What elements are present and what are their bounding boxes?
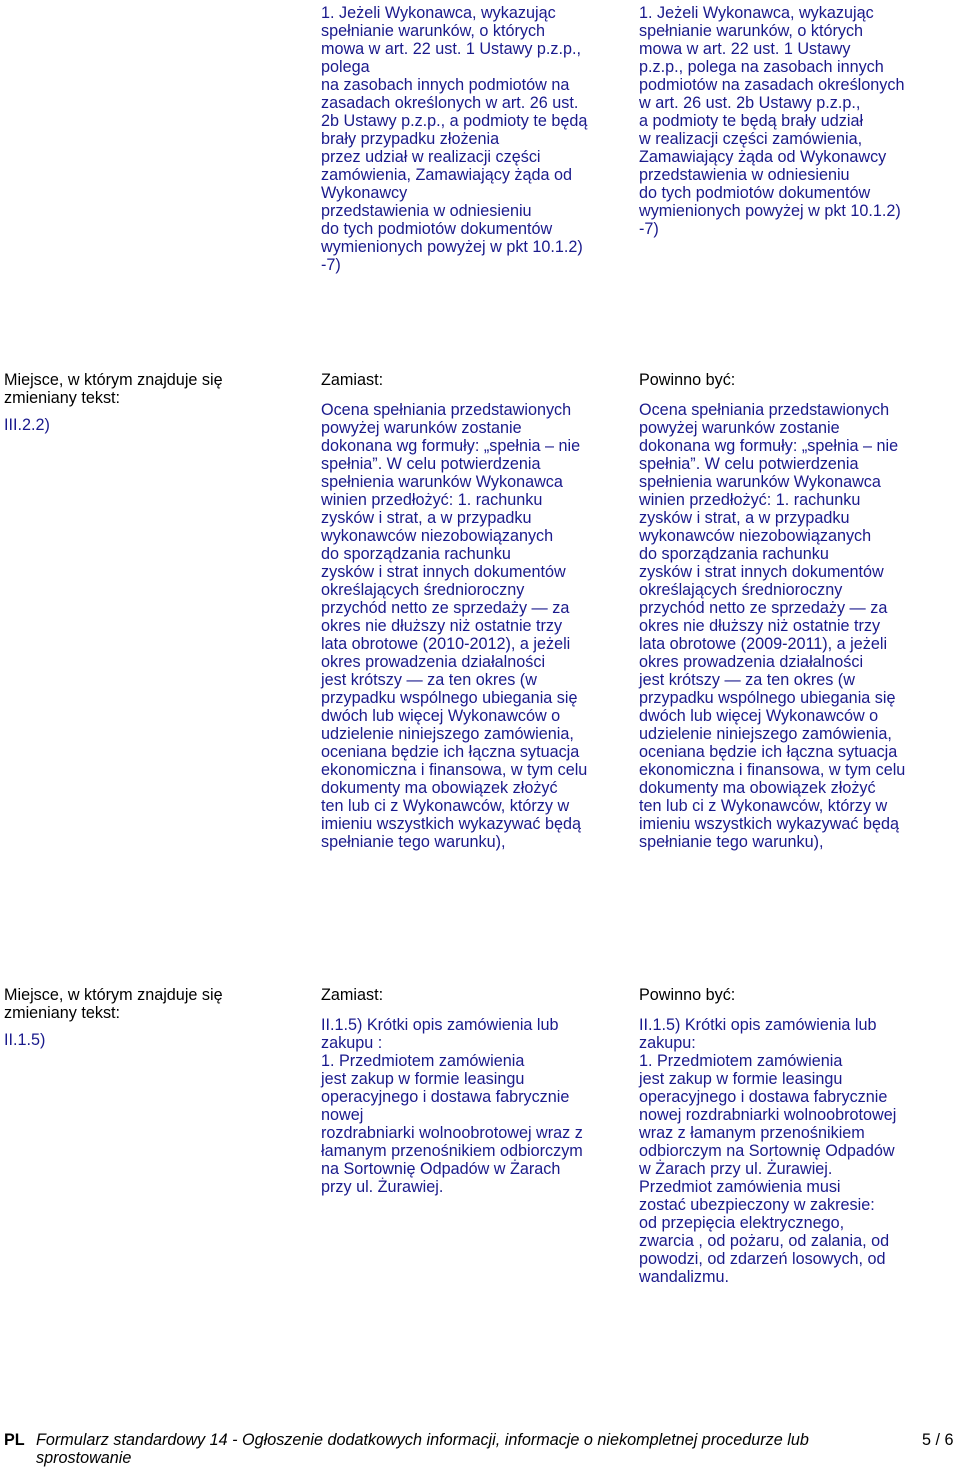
footer-form-title: Formularz standardowy 14 - Ogłoszenie dodatkowych informacji, informacje o niekompletnej procedurze lub sprostowanie: [36, 1431, 809, 1467]
top-powinno-text: 1. Jeżeli Wykonawca, wykazując spełnianie warunków, o których mowa w art. 22 ust. 1 Ustawy p.z.p., polega na zasobach innych podmiotów na zasadach określonych w art. 26 ust. 2b Ustawy p.z.p., a podmioty te będą brały udział w realizacji części zamówienia, Zamawiający żąda od Wykonawcy przedstawienia w odniesieniu do tych podmiotów dokumentów wymienionych powyżej w pkt 10.1.2) -7): [639, 4, 905, 238]
footer-language: PL: [4, 1431, 25, 1449]
section1-location-value: III.2.2): [4, 416, 50, 434]
section1-location-label: Miejsce, w którym znajduje się zmieniany tekst:: [4, 371, 223, 407]
section1-powinno-label: Powinno być:: [639, 371, 736, 389]
section2-zamiast-text: II.1.5) Krótki opis zamówienia lub zakupu : 1. Przedmiotem zamówienia jest zakup w formie leasingu operacyjnego i dostawa fabrycznie nowej rozdrabniarki wolnoobrotowej wraz z łamanym przenośnikiem odbiorczym na Sortownię Odpadów w Żarach przy ul. Żurawiej.: [321, 1016, 583, 1196]
section1-zamiast-text: Ocena spełniania przedstawionych powyżej warunków zostanie dokonana wg formuły: „spełnia – nie spełnia”. W celu potwierdzenia spełnienia warunków Wykonawca winien przedłożyć: 1. rachunku zysków i strat, a w przypadku wykonawców niezobowiązanych do sporządzania rachunku zysków i strat innych dokumentów określających średnioroczny przychód netto ze sprzedaży — za okres nie dłuższy niż ostatnie trzy lata obrotowe (2010-2012), a jeżeli okres prowadzenia działalności jest krótszy — za ten okres (w przypadku wspólnego ubiegania się dwóch lub więcej Wykonawców o udzielenie niniejszego zamówienia, oceniana będzie ich łączna sytuacja ekonomiczna i finansowa, w tym celu dokumenty ma obowiązek złożyć ten lub ci z Wykonawców, którzy w imieniu wszystkich wykazywać będą spełnianie tego warunku),: [321, 401, 588, 851]
section2-powinno-label: Powinno być:: [639, 986, 736, 1004]
section2-location-value: II.1.5): [4, 1031, 46, 1049]
section2-zamiast-label: Zamiast:: [321, 986, 384, 1004]
section2-location-label: Miejsce, w którym znajduje się zmieniany tekst:: [4, 986, 223, 1022]
section1-powinno-text: Ocena spełniania przedstawionych powyżej warunków zostanie dokonana wg formuły: „spełnia – nie spełnia”. W celu potwierdzenia spełnienia warunków Wykonawca winien przedłożyć: 1. rachunku zysków i strat, a w przypadku wykonawców niezobowiązanych do sporządzania rachunku zysków i strat innych dokumentów określających średnioroczny przychód netto ze sprzedaży — za okres nie dłuższy niż ostatnie trzy lata obrotowe (2009-2011), a jeżeli okres prowadzenia działalności jest krótszy — za ten okres (w przypadku wspólnego ubiegania się dwóch lub więcej Wykonawców o udzielenie niniejszego zamówienia, oceniana będzie ich łączna sytuacja ekonomiczna i finansowa, w tym celu dokumenty ma obowiązek złożyć ten lub ci z Wykonawców, którzy w imieniu wszystkich wykazywać będą spełnianie tego warunku),: [639, 401, 906, 851]
section1-zamiast-label: Zamiast:: [321, 371, 384, 389]
section2-powinno-text: II.1.5) Krótki opis zamówienia lub zakupu: 1. Przedmiotem zamówienia jest zakup w formie leasingu operacyjnego i dostawa fabrycznie nowej rozdrabniarki wolnoobrotowej wraz z łamanym przenośnikiem odbiorczym na Sortownię Odpadów w Żarach przy ul. Żurawiej. Przedmiot zamówienia musi zostać ubezpieczony w zakresie: od przepięcia elektrycznego, zwarcia , od pożaru, od zalania, od powodzi, od zdarzeń losowych, od wandalizmu.: [639, 1016, 897, 1286]
top-zamiast-text: 1. Jeżeli Wykonawca, wykazując spełnianie warunków, o których mowa w art. 22 ust. 1 Ustawy p.z.p., polega na zasobach innych podmiotów na zasadach określonych w art. 26 ust. 2b Ustawy p.z.p., a podmioty te będą brały przypadku złożenia przez udział w realizacji części zamówienia, Zamawiający żąda od Wykonawcy przedstawienia w odniesieniu do tych podmiotów dokumentów wymienionych powyżej w pkt 10.1.2) -7): [321, 4, 588, 274]
footer-page-number: 5 / 6: [922, 1431, 954, 1449]
